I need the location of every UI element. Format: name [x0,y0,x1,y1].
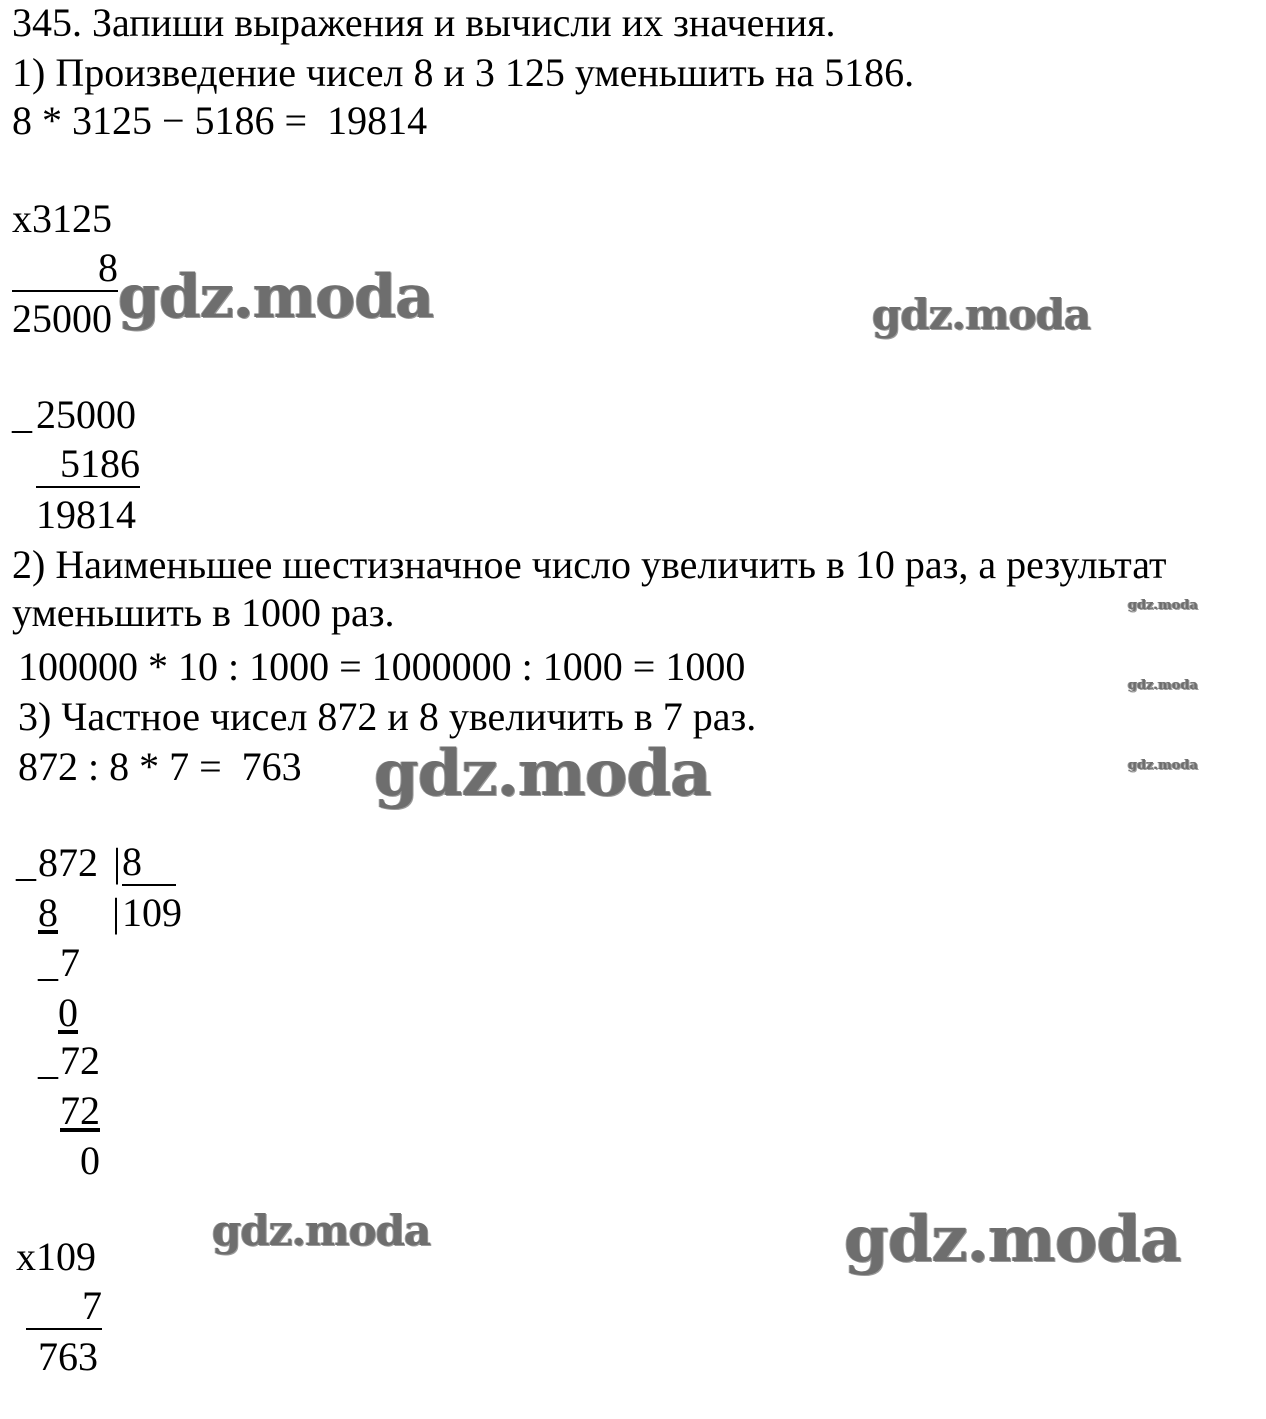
watermark-logo: gdz.moda [844,1202,1181,1277]
watermark-logo: gdz.moda [1128,598,1199,613]
div-subtrahend-1: 8 [38,890,58,935]
div-subtrahend-2: 0 [58,990,78,1035]
mult2-result: 763 [38,1334,98,1379]
watermark-logo: gdz.moda [212,1206,431,1255]
sub1-top: 25000 [36,392,136,437]
div-minus-2: _ [38,940,58,985]
part3-expression: 872 : 8 * 7 = 763 [18,744,302,789]
watermark-logo: gdz.moda [1128,678,1199,693]
mult1-second: 8 [12,246,118,292]
watermark-logo: gdz.moda [1128,758,1199,773]
task-heading: 345. Запиши выражения и вычисли их значения. [12,0,836,45]
watermark-logo: gdz.moda [374,736,711,811]
mult2-top: x109 [16,1234,96,1279]
div-remainder-2: 72 [60,1038,100,1083]
watermark-logo: gdz.moda [872,290,1091,339]
sub1-second: 5186 [36,442,140,488]
mult1-top: x3125 [12,196,112,241]
div-divisor: 8 [122,840,176,886]
mult1-result: 25000 [12,296,112,341]
sub1-minus: _ [12,392,32,437]
part1-text: 1) Произведение чисел 8 и 3 125 уменьшить на 5186. [12,50,915,95]
mult2-second: 7 [26,1284,102,1330]
part2-text-line2: уменьшить в 1000 раз. [12,590,395,635]
div-minus-1: _ [16,840,36,885]
div-minus-3: _ [38,1038,58,1083]
part2-expression: 100000 * 10 : 1000 = 1000000 : 1000 = 1000 [18,644,746,689]
part3-text: 3) Частное чисел 872 и 8 увеличить в 7 раз. [18,694,757,739]
part2-text-line1: 2) Наименьшее шестизначное число увеличить в 10 раз, а результат [12,542,1167,587]
div-dividend: 872 [38,840,98,885]
div-final-remainder: 0 [80,1138,100,1183]
part1-expression: 8 * 3125 − 5186 = 19814 [12,98,428,143]
div-bar-2: | [112,890,121,935]
div-bar-1: | [113,840,122,885]
sub1-result: 19814 [36,492,136,537]
div-quotient: 109 [122,890,182,935]
div-subtrahend-3: 72 [60,1088,100,1133]
watermark-logo: gdz.moda [118,262,434,332]
div-remainder-1: 7 [60,940,80,985]
